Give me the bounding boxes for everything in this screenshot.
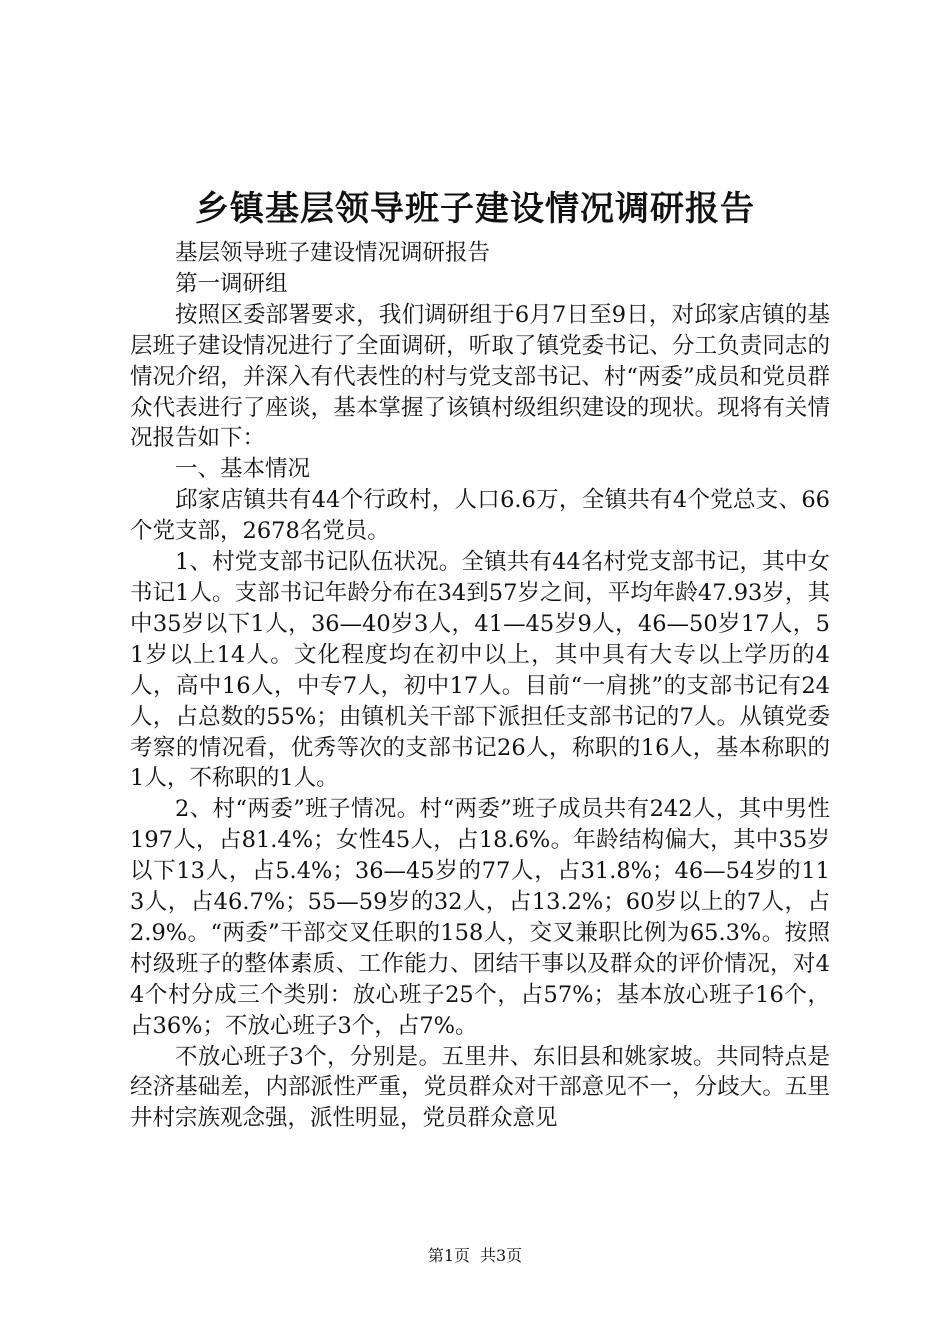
body-paragraph: 邱家店镇共有44个行政村，人口6.6万，全镇共有4个党总支、66个党支部，2678名党员。: [130, 487, 830, 545]
body-paragraph: 1、村党支部书记队伍状况。全镇共有44名村党支部书记，其中女书记1人。支部书记年龄分布在34到57岁之间，平均年龄47.93岁，其中35岁以下1人，36—40岁3人，41—45岁9人，46—50岁17人，51岁以上14人。文化程度均在初中以上，其中具有大专以上学历的4人，高中16人，中专7人，初中17人。目前“一肩挑”的支部书记有24人，占总数的55%；由镇机关干部下派担任支部书记的7人。从镇党委考察的情况看，优秀等次的支部书记26人，称职的16人，基本称职的1人，不称职的1人。: [130, 549, 830, 792]
page-number: 第1页: [427, 1246, 470, 1265]
body-paragraph: 不放心班子3个，分别是。五里井、东旧县和姚家坡。共同特点是经济基础差，内部派性严重，党员群众对干部意见不一，分歧大。五里井村宗族观念强，派性明显，党员群众意见: [130, 1043, 830, 1132]
page-total: 共3页: [480, 1246, 523, 1265]
document-title: 乡镇基层领导班子建设情况调研报告: [195, 189, 755, 229]
document-body: [130, 238, 830, 1134]
page-footer: [0, 1245, 950, 1267]
section-heading: 一、基本情况: [175, 456, 311, 483]
body-paragraph: 2、村“两委”班子情况。村“两委”班子成员共有242人，其中男性197人，占81.4%；女性45人，占18.6%。年龄结构偏大，其中35岁以下13人，占5.4%；36—45岁的77人，占31.8%；46—54岁的113人，占46.7%；55—59岁的32人，占13.2%；60岁以上的7人，占2.9%。“两委”干部交叉任职的158人，交叉兼职比例为65.3%。按照村级班子的整体素质、工作能力、团结干事以及群众的评价情况，对44个村分成三个类别：放心班子25个，占57%；基本放心班子16个，占36%；不放心班子3个，占7%。: [130, 796, 830, 1039]
body-paragraph: 第一调研组: [175, 270, 288, 297]
body-paragraph: 基层领导班子建设情况调研报告: [175, 240, 491, 266]
body-paragraph: 按照区委部署要求，我们调研组于6月7日至9日，对邱家店镇的基层班子建设情况进行了全面调研，听取了镇党委书记、分工负责同志的情况介绍，并深入有代表性的村与党支部书记、村“两委”成员和党员群众代表进行了座谈，基本掌握了该镇村级组织建设的现状。现将有关情况报告如下：: [130, 301, 830, 452]
